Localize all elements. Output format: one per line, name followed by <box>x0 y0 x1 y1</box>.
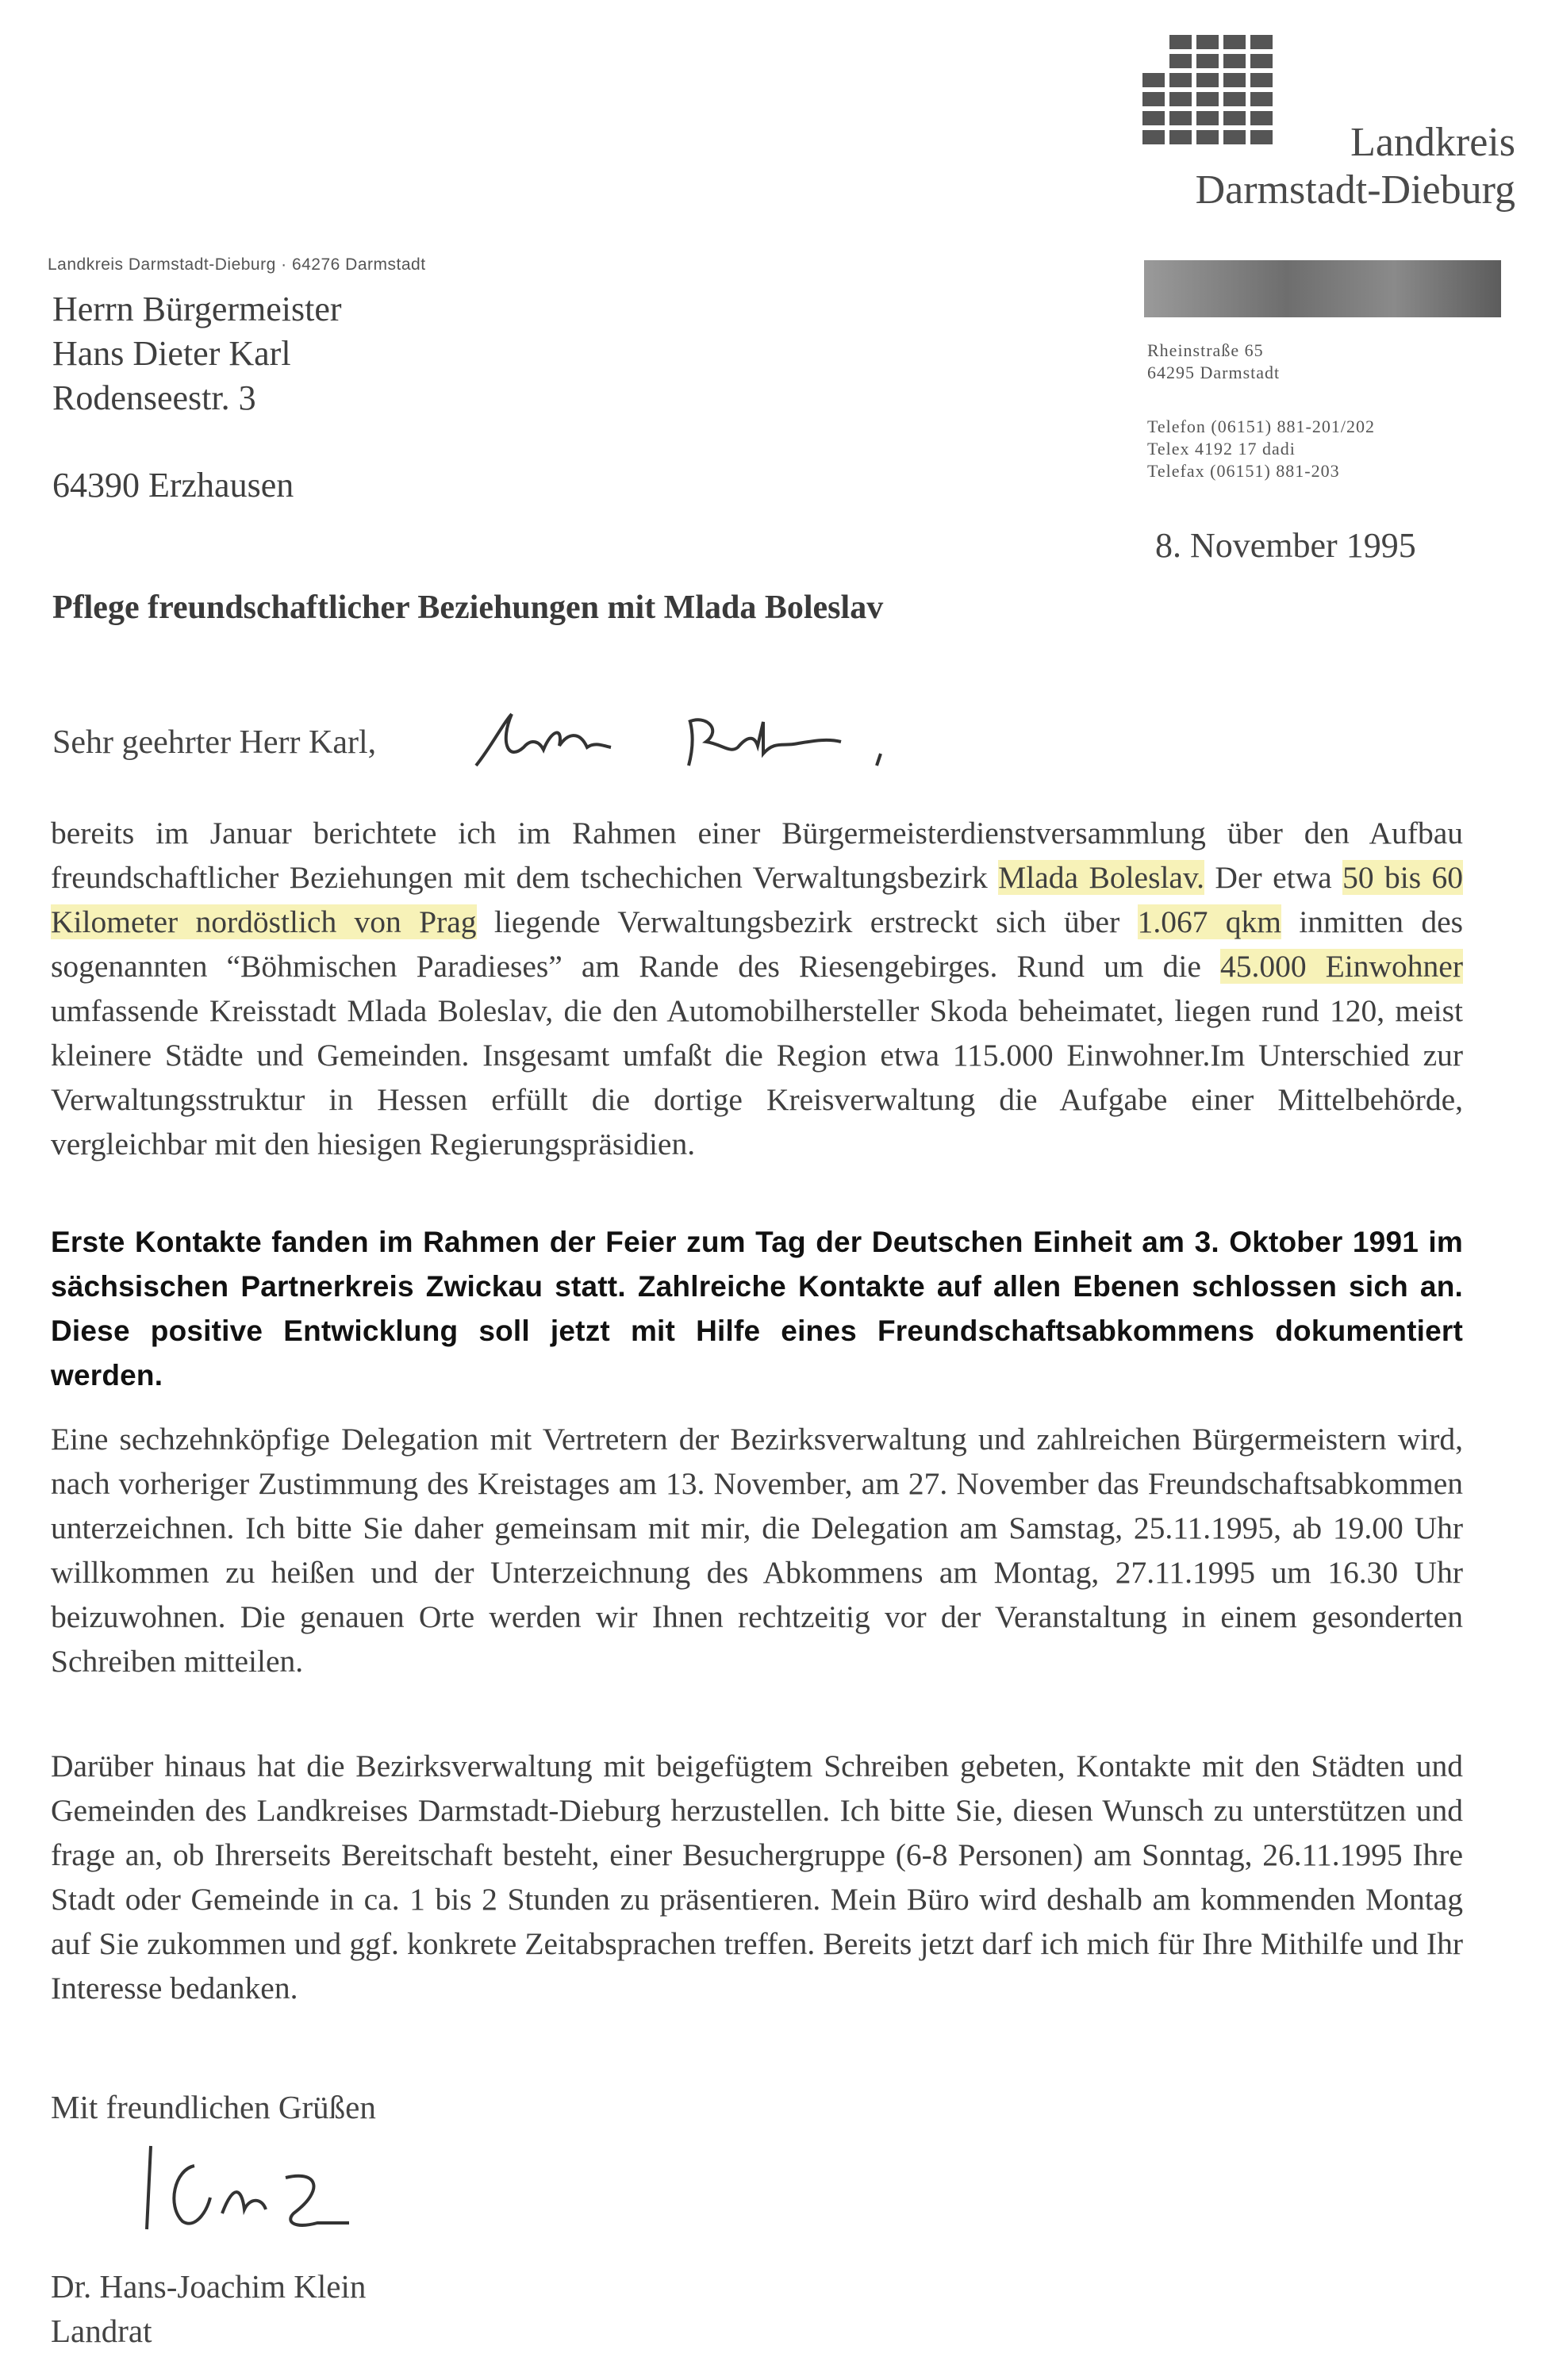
p1-text-4: inmitten des sogenannten “Böhmischen Paradieses” am Rande des Riesengebirges. Rund um die <box>51 904 1463 984</box>
logo-cell <box>1223 92 1246 106</box>
recipient-line-3: Rodenseestr. 3 <box>52 378 256 417</box>
logo-cell <box>1169 35 1192 49</box>
logo-cell <box>1223 54 1246 68</box>
logo-cell <box>1196 35 1219 49</box>
logo-cell <box>1142 73 1165 87</box>
letter-subject: Pflege freundschaftlicher Beziehungen mit Mlada Boleslav <box>52 589 884 626</box>
p1-text-5: umfassende Kreisstadt Mlada Boleslav, die den Automobilhersteller Skoda beheimatet, liegen rund 120, meist kleinere Städte und Gemeinden. Insgesamt umfaßt die Region etwa 115.000 Einwohner.Im Unterschied zur Verwaltungsstruktur in Hessen erfüllt die dortige Kreisverwaltung die Aufgabe einer Mittelbehörde, vergleichbar mit den hiesigen Regierungspräsidien. <box>51 993 1463 1161</box>
logo-wordmark <box>1142 119 1515 214</box>
logo-cell <box>1169 92 1192 106</box>
contact-city: 64295 Darmstadt <box>1147 363 1281 382</box>
logo-cell <box>1223 73 1246 87</box>
logo-cell <box>1196 92 1219 106</box>
p1-text-2: Der etwa <box>1204 860 1343 895</box>
signer-name: Dr. Hans-Joachim Klein <box>51 2268 367 2305</box>
logo-cell <box>1142 92 1165 106</box>
closing-greeting: Mit freundlichen Grüßen <box>51 2089 376 2125</box>
sender-return-address: Landkreis Darmstadt-Dieburg · 64276 Darmstadt <box>48 255 426 274</box>
p1-text-1: bereits im Januar berichtete ich im Rahmen einer Bürgermeisterdienstversammlung über den Aufbau freundschaftlicher Beziehungen mit dem tschechichen Verwaltungsbezirk <box>51 816 1463 895</box>
signature <box>135 2134 389 2253</box>
body-paragraph-2: Erste Kontakte fanden im Rahmen der Feier zum Tag der Deutschen Einheit am 3. Oktober 1991 im sächsischen Partnerkreis Zwickau statt. Zahlreiche Kontakte auf allen Ebenen schlossen sich an. Diese positive Entwicklung soll jetzt mit Hilfe eines Freundschaftsabkommens dokumentiert werden. <box>51 1226 1463 1392</box>
body-paragraph-4: Darüber hinaus hat die Bezirksverwaltung mit beigefügtem Schreiben gebeten, Kontakte mit den Städten und Gemeinden des Landkreises Darmstadt-Dieburg herzustellen. Ich bitte Sie, diesen Wunsch zu unterstützen und frage an, ob Ihrerseits Bereitschaft besteht, einer Besuchergruppe (6-8 Personen) am Sonntag, 26.11.1995 Ihre Stadt oder Gemeinde in ca. 1 bis 2 Stunden zu präsentieren. Mein Büro wird deshalb am kommenden Montag auf Sie zukommen und ggf. konkrete Zeitabsprachen treffen. Bereits jetzt darf ich mich für Ihre Mithilfe und Ihr Interesse bedanken. <box>51 1749 1463 2006</box>
logo-cell <box>1250 73 1273 87</box>
highlight-area: 1.067 qkm <box>1137 904 1281 939</box>
body-paragraph-1 <box>51 811 1463 1166</box>
logo-cell <box>1169 73 1192 87</box>
logo-cell <box>1223 35 1246 49</box>
letter-date: 8. November 1995 <box>1155 526 1416 565</box>
contact-telex: Telex 4192 17 dadi <box>1147 439 1296 459</box>
logo-cell <box>1250 35 1273 49</box>
handwritten-greeting-signature <box>468 698 912 785</box>
logo-line-2: Darmstadt-Dieburg <box>1195 167 1515 213</box>
redacted-block <box>1144 260 1501 317</box>
recipient-line-1: Herrn Bürgermeister <box>52 290 342 328</box>
recipient-city: 64390 Erzhausen <box>52 466 294 505</box>
highlight-population: 45.000 Einwohner <box>1219 949 1463 984</box>
contact-telefon: Telefon (06151) 881-201/202 <box>1147 416 1375 436</box>
logo-cell <box>1196 73 1219 87</box>
logo-cell <box>1169 54 1192 68</box>
logo-cell <box>1250 92 1273 106</box>
logo-cell <box>1196 54 1219 68</box>
logo-line-1: Landkreis <box>1350 120 1515 165</box>
recipient-line-2: Hans Dieter Karl <box>52 334 291 373</box>
contact-telefax: Telefax (06151) 881-203 <box>1147 461 1340 481</box>
p1-text-3: liegende Verwaltungsbezirk erstreckt sich über <box>476 904 1138 939</box>
signer-title: Landrat <box>51 2313 152 2349</box>
logo-cell <box>1250 54 1273 68</box>
contact-street: Rheinstraße 65 <box>1147 340 1264 360</box>
highlight-distance: 50 bis 60 Kilometer nordöstlich von Prag <box>51 860 1463 939</box>
body-paragraph-3: Eine sechzehnköpfige Delegation mit Vertretern der Bezirksverwaltung und zahlreichen Bürgermeistern wird, nach vorheriger Zustimmung des Kreistages am 13. November, am 27. November das Freundschaftsabkommen unterzeichnen. Ich bitte Sie daher gemeinsam mit mir, die Delegation am Samstag, 25.11.1995, ab 19.00 Uhr willkommen zu heißen und der Unterzeichnung des Abkommens am Montag, 27.11.1995 um 16.30 Uhr beizuwohnen. Die genauen Orte werden wir Ihnen rechtzeitig vor der Veranstaltung in einem gesonderten Schreiben mitteilen. <box>51 1422 1463 1679</box>
highlight-mlada-boleslav: Mlada Boleslav. <box>998 860 1205 895</box>
salutation: Sehr geehrter Herr Karl, <box>52 724 377 761</box>
